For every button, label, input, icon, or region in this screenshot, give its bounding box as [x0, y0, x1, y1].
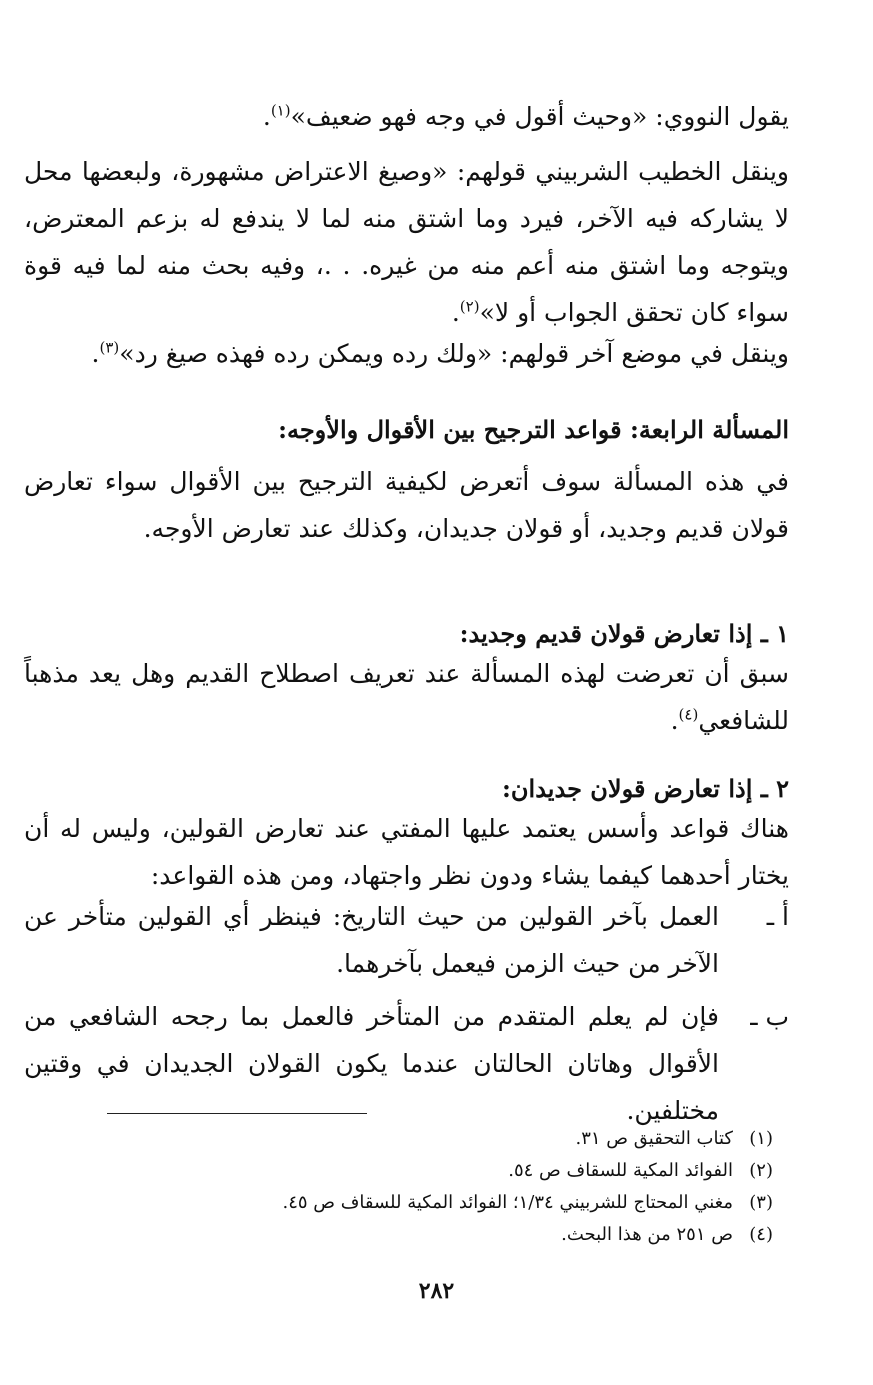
footnote-text: كتاب التحقيق ص ٣١. [575, 1128, 733, 1149]
page-number: ٢٨٢ [418, 1278, 455, 1304]
paragraph-end: . [91, 339, 100, 368]
footnote-number: (٣) [749, 1192, 773, 1213]
footnote-text: مغني المحتاج للشربيني ١/٣٤؛ الفوائد المكية للسقاف ص ٤٥. [282, 1192, 733, 1213]
paragraph-text: يقول النووي: «وحيث أقول في وجه فهو ضعيف» [290, 102, 789, 131]
list-item [24, 893, 789, 987]
list-item-text: فإن لم يعلم المتقدم من المتأخر فالعمل بما رجحه الشافعي من الأقوال وهاتان الحالتان عندما يكون القولان الجديدان في وقتين مختلفين. [24, 1002, 719, 1125]
footnote-separator [107, 1113, 367, 1114]
footnote-ref-3: (٣) [99, 338, 120, 357]
paragraph-end: . [451, 298, 460, 327]
footnote [93, 1123, 773, 1155]
footnote-ref-1: (١) [270, 101, 291, 120]
paragraph-other-place [24, 330, 789, 377]
paragraph-nawawi [24, 93, 789, 140]
paragraph-shirbini [24, 148, 789, 336]
subsection-1-heading: ١ ـ إذا تعارض قولان قديم وجديد: [459, 619, 789, 648]
footnote-ref-2: (٢) [459, 297, 480, 316]
paragraph-text: وينقل في موضع آخر قولهم: «ولك رده ويمكن رده فهذه صيغ رد» [119, 339, 789, 368]
list-marker: ب ـ [750, 1002, 789, 1031]
footnote [93, 1187, 773, 1219]
list-item-text: العمل بآخر القولين من حيث التاريخ: فينظر أي القولين متأخر عن الآخر من حيث الزمن فيعمل بآخرهما. [24, 902, 719, 978]
section-heading: المسألة الرابعة: قواعد الترجيح بين الأقوال والأوجه: [278, 415, 789, 444]
paragraph-end: . [670, 706, 679, 735]
footnotes [93, 1123, 773, 1251]
footnote-ref-4: (٤) [678, 705, 699, 724]
subsection-1-text: سبق أن تعرضت لهذه المسألة عند تعريف اصطلاح القديم وهل يعد مذهباً للشافعي [24, 659, 789, 735]
footnote-number: (٤) [749, 1224, 773, 1245]
footnote [93, 1155, 773, 1187]
paragraph-end: . [262, 102, 271, 131]
section-intro: في هذه المسألة سوف أتعرض لكيفية الترجيح بين الأقوال سواء تعارض قولان قديم وجديد، أو قولان جديدان، وكذلك عند تعارض الأوجه. [24, 467, 789, 543]
footnote [93, 1219, 773, 1251]
paragraph-text: وينقل الخطيب الشربيني قولهم: «وصيغ الاعتراض مشهورة، ولبعضها محل لا يشاركه فيه الآخر، فيرد وما اشتق منه لما لا يندفع له بزعم المعترض، ويتوجه وما اشتق منه أعم منه من غيره. . .، وفيه بحث منه لما فيه قوة سواء كان تحقق الجواب أو لا» [24, 157, 789, 327]
subsection-2-heading: ٢ ـ إذا تعارض قولان جديدان: [502, 774, 789, 803]
footnote-number: (١) [749, 1128, 773, 1149]
footnote-text: ص ٢٥١ من هذا البحث. [561, 1224, 733, 1245]
footnote-number: (٢) [749, 1160, 773, 1181]
subsection-2-body: هناك قواعد وأسس يعتمد عليها المفتي عند تعارض القولين، وليس له أن يختار أحدهما كيفما يشاء ودون نظر واجتهاد، ومن هذه القواعد: [24, 814, 789, 890]
footnote-text: الفوائد المكية للسقاف ص ٥٤. [508, 1160, 733, 1181]
subsection-1-body [24, 650, 789, 744]
list-marker: أ ـ [766, 902, 789, 931]
